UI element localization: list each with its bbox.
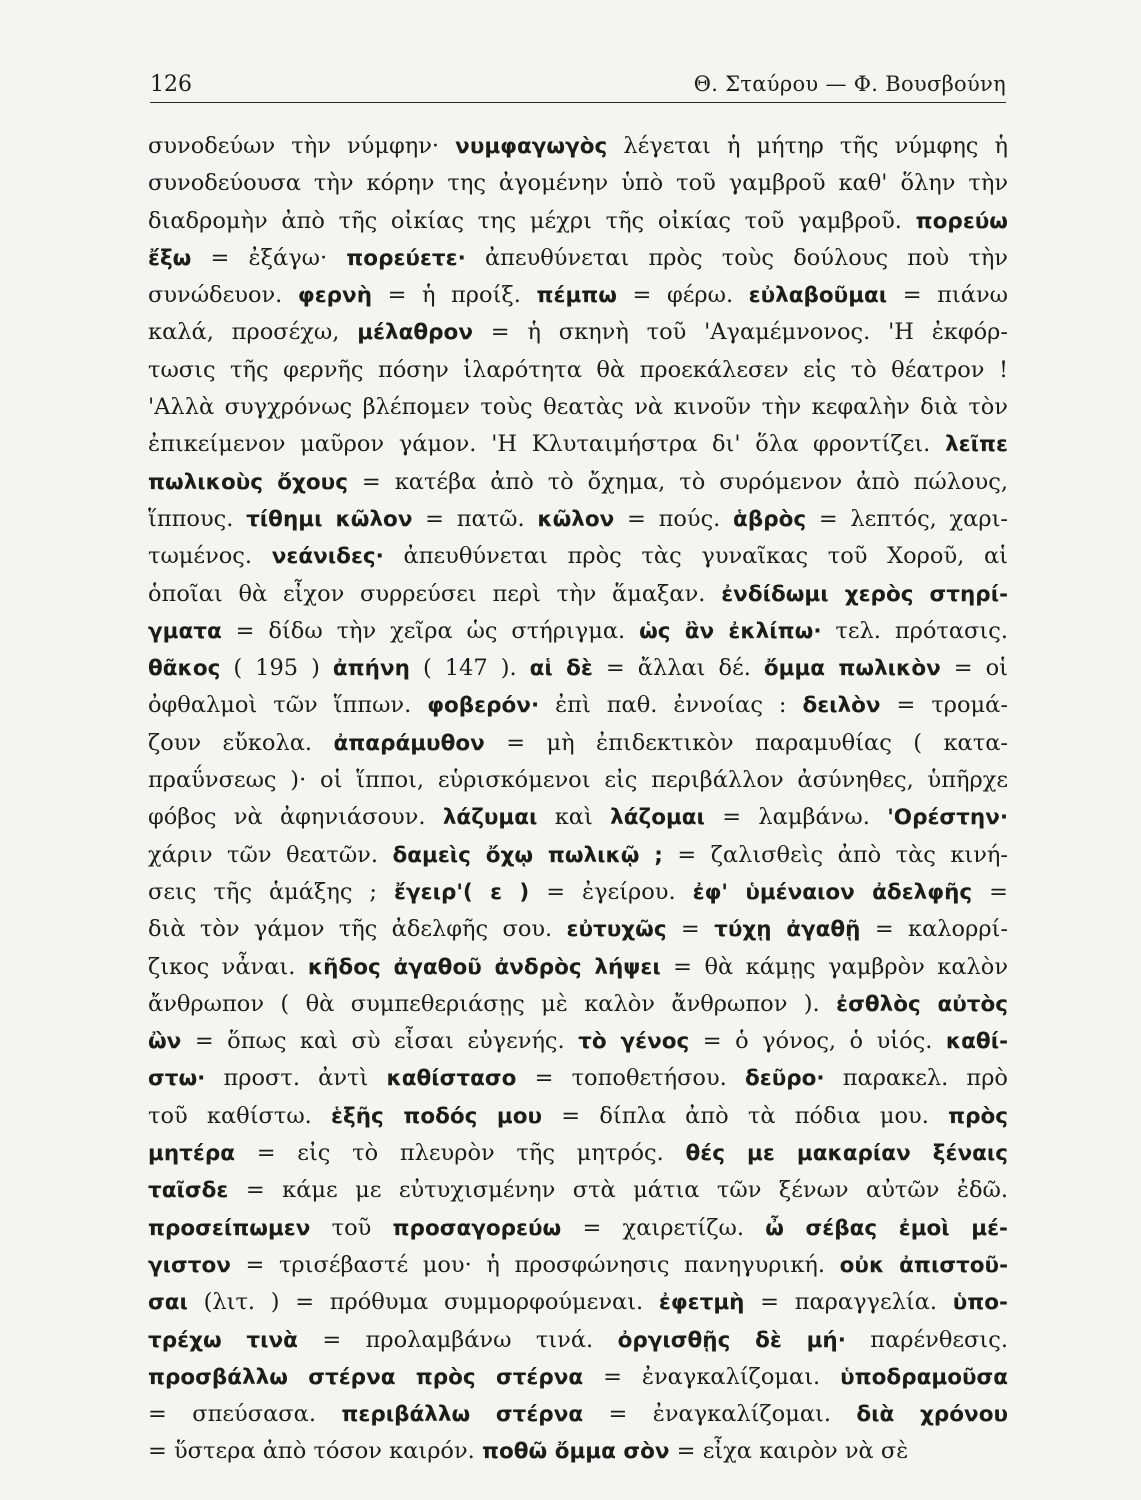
text-line [148, 1359, 1008, 1396]
text-line [148, 837, 1008, 874]
gloss-text: = εἰς τὸ πλευρὸν τῆς μητρός. [234, 1140, 686, 1167]
gloss-text: = [972, 878, 1008, 905]
headword: φερνὴ [297, 283, 373, 309]
gloss-text: ζουν εὔκολα. [148, 729, 334, 756]
page-header [150, 66, 1006, 103]
headword: ἔγειρ'( ε ) [394, 879, 530, 905]
text-line [148, 165, 1008, 202]
headword: γιστον [148, 1252, 231, 1278]
headword: οὐκ ἀπιστοῦ- [839, 1252, 1008, 1278]
gloss-text: = λαμβάνω. [704, 804, 888, 831]
gloss-text: παρακελ. πρὸ [824, 1065, 1008, 1092]
gloss-text: = καλορρί- [860, 916, 1008, 943]
gloss-text: ζικος νἆναι. [148, 953, 308, 980]
gloss-text: παρένθεσις. [845, 1326, 1008, 1353]
headword: μητέρα [148, 1141, 235, 1167]
gloss-text: = ἐξάγω· [191, 244, 347, 271]
gloss-text: τωσις τῆς φερνῆς πόσην ἱλαρότητα θὰ προεκάλεσεν εἰς τὸ θέατρον ! [148, 356, 1008, 383]
gloss-text: = κάμε με εὐτυχισμένην στὰ μάτια τῶν ξένων αὐτῶν ἐδῶ. [228, 1177, 1008, 1204]
headword: 'Ορέστην· [887, 805, 1009, 831]
headword: ἁβρὸς [733, 506, 807, 532]
headword: δειλὸν [802, 693, 881, 719]
gloss-text: τοῦ καθίστω. [148, 1102, 332, 1129]
gloss-text: τωμένος. [148, 543, 272, 570]
gloss-text: = θὰ κάμῃς γαμβρὸν καλὸν [660, 953, 1008, 980]
headword: δεῦρο· [744, 1066, 825, 1092]
gloss-text: χάριν τῶν θεατῶν. [148, 841, 393, 868]
headword: διὰ χρόνου [856, 1402, 1008, 1428]
gloss-text: = ἄλλαι δέ. [592, 655, 764, 682]
gloss-text: ἄνθρωπον ( θὰ συμπεθεριάσῃς μὲ καλὸν ἄνθρωπον ). [148, 990, 837, 1017]
text-line [148, 613, 1008, 650]
gloss-text: = μὴ ἐπιδεκτικὸν παραμυθίας ( κατα- [484, 729, 1008, 756]
gloss-text: = φέρω. [617, 282, 749, 309]
gloss-text: συνοδεύων τὴν νύμφην· [148, 133, 456, 159]
text-line [148, 1433, 1008, 1470]
text-line [148, 1135, 1008, 1172]
text-line [148, 1396, 1008, 1433]
gloss-text: = σπεύσασα. [148, 1401, 342, 1428]
gloss-text: 'Αλλὰ συγχρόνως βλέπομεν τοὺς θεατὰς νὰ κινοῦν τὴν κεφαλὴν διὰ τὸν [148, 394, 1008, 421]
headword: γματα [148, 618, 222, 644]
headword: κῆδος ἀγαθοῦ ἀνδρὸς λήψει [307, 954, 661, 980]
gloss-text: διαδρομὴν ἀπὸ τῆς οἰκίας της μέχρι τῆς οἰκίας τοῦ γαμβροῦ. [148, 207, 916, 234]
gloss-text: = δίδω τὴν χεῖρα ὡς στήριγμα. [221, 617, 640, 644]
headword: ὑπο- [952, 1290, 1008, 1316]
gloss-text: (λιτ. ) = πρόθυμα συμμορφούμεναι. [187, 1289, 659, 1316]
gloss-text: = λεπτός, χαρι- [806, 505, 1008, 532]
headword: προσείπωμεν [148, 1215, 311, 1241]
headword: μέλαθρον [357, 320, 473, 346]
headword: δαμεὶς ὄχῳ πωλικῷ ; [392, 842, 663, 868]
headword: τρέχω τινὰ [148, 1327, 298, 1353]
body-text [148, 128, 1008, 1471]
text-line [148, 949, 1008, 986]
text-line [148, 986, 1008, 1023]
gloss-text: λέγεται ἡ μήτηρ τῆς νύμφης ἡ [607, 133, 1008, 159]
gloss-text: ἀπευθύνεται πρὸς τὰς γυναῖκας τοῦ Χοροῦ, αἱ [383, 543, 1008, 570]
headword: πρὸς [948, 1103, 1009, 1129]
headword: αἱ δὲ [529, 656, 593, 682]
headword: ἀπήνη [332, 656, 410, 682]
gloss-text: = ὁ γόνος, ὁ υἱός. [689, 1028, 946, 1055]
headword: θές με μακαρίαν ξέναις [685, 1141, 1008, 1167]
text-line [148, 1322, 1008, 1359]
gloss-text: = προλαμβάνω τινά. [297, 1326, 618, 1353]
text-line [148, 464, 1008, 501]
gloss-text: = πατῶ. [412, 505, 538, 532]
gloss-text: ὀφθαλμοὶ τῶν ἵππων. [148, 692, 428, 719]
text-line [148, 650, 1008, 687]
headword: ὑποδραμοῦσα [840, 1364, 1008, 1390]
headword: ἐφετμὴ [658, 1290, 745, 1316]
headword: περιβάλλω στέρνα [341, 1402, 584, 1428]
headword: πορεύω [915, 208, 1008, 234]
headword: λάζομαι [610, 805, 705, 831]
gloss-text: συνώδευον. [148, 282, 298, 309]
headword: θᾶκος [148, 656, 221, 682]
gloss-text: τοῦ [310, 1214, 393, 1241]
gloss-text: = πιάνω [887, 282, 1008, 309]
gloss-text: = πούς. [614, 505, 734, 532]
headword: εὐτυχῶς [566, 917, 667, 943]
text-line [148, 501, 1008, 538]
headword: ὡς ἂν ἐκλίπω· [639, 618, 822, 644]
gloss-text: = ὕστερα ἀπὸ τόσον καιρόν. [148, 1438, 482, 1465]
headword: καθίστασο [386, 1066, 517, 1092]
headword: καθί- [945, 1029, 1008, 1055]
gloss-text: = τοποθετήσου. [516, 1065, 745, 1092]
headword: ἔξω [148, 245, 192, 271]
gloss-text: = ἐναγκαλίζομαι. [583, 1363, 841, 1390]
gloss-text: συνοδεύουσα τὴν κόρην της ἀγομένην ὑπὸ τοῦ γαμβροῦ καθ' ὅλην τὴν [148, 170, 1008, 197]
gloss-text: = κατέβα ἀπὸ τὸ ὄχημα, τὸ συρόμενον ἀπὸ πώλους, [347, 468, 1008, 495]
gloss-text: ὁποῖαι θὰ εἶχον συρρεύσει περὶ τὴν ἅμαξαν. [148, 580, 722, 607]
headword: πορεύετε· [346, 245, 466, 271]
text-line [148, 799, 1008, 836]
gloss-text: ἐπικείμενον μαῦρον γάμον. 'Η Κλυταιμήστρα δι' ὅλα φροντίζει. [148, 431, 946, 458]
text-line [148, 1098, 1008, 1135]
text-line [148, 203, 1008, 240]
text-line [148, 1172, 1008, 1209]
text-line [148, 128, 1008, 165]
text-line [148, 725, 1008, 762]
gloss-text: προστ. ἀντὶ [205, 1065, 387, 1092]
page-number: 126 [150, 72, 192, 97]
gloss-text: καλά, προσέχω, [148, 319, 358, 346]
text-line [148, 1247, 1008, 1284]
gloss-text: = ὅπως καὶ σὺ εἶσαι εὐγενής. [181, 1028, 579, 1055]
text-line [148, 1284, 1008, 1321]
text-line [148, 1023, 1008, 1060]
gloss-text: = [666, 916, 715, 943]
gloss-text: φόβος νὰ ἀφηνιάσουν. [148, 804, 443, 831]
headword: λεῖπε [945, 432, 1008, 458]
headword: τὸ γένος [578, 1029, 690, 1055]
running-head: Θ. Σταύρου — Φ. Βουσβούνη [693, 72, 1006, 96]
gloss-text: = ζαλισθεὶς ἀπὸ τὰς κινή- [662, 841, 1008, 868]
text-line [148, 1060, 1008, 1097]
gloss-text: = τρισέβαστέ μου· ἡ προσφώνησις πανηγυρική. [230, 1251, 840, 1278]
headword: νυμφαγωγὸς [455, 134, 608, 159]
headword: ὄμμα πωλικὸν [763, 656, 941, 682]
headword: ὀργισθῇς δὲ μή· [617, 1327, 846, 1353]
gloss-text: ἀπευθύνεται πρὸς τοὺς δούλους ποὺ τὴν [465, 244, 1008, 271]
gloss-text: ( 195 ) [220, 655, 333, 682]
headword: ἑξῆς ποδός μου [331, 1103, 543, 1129]
headword: ὢν [148, 1029, 182, 1055]
gloss-text: διὰ τὸν γάμον τῆς ἀδελφῆς σου. [148, 916, 567, 943]
headword: σαι [148, 1290, 188, 1316]
gloss-text: = οἱ [940, 655, 1009, 682]
headword: προσβάλλω στέρνα πρὸς στέρνα [148, 1364, 584, 1390]
gloss-text: = δίπλα ἀπὸ τὰ πόδια μου. [542, 1102, 949, 1129]
headword: ὦ σέβας ἐμοὶ μέ- [765, 1215, 1008, 1241]
gloss-text: ἐπὶ παθ. ἐννοίας : [539, 692, 803, 719]
headword: φοβερόν· [427, 693, 540, 719]
gloss-text: καὶ [537, 804, 611, 831]
headword: ἐνδίδωμι χερὸς στηρί- [721, 581, 1008, 607]
text-line [148, 389, 1008, 426]
gloss-text: = χαιρετίζω. [561, 1214, 766, 1241]
headword: ἀπαράμυθον [333, 730, 485, 756]
headword: εὐλαβοῦμαι [748, 283, 888, 309]
headword: νεάνιδες· [271, 544, 384, 570]
headword: πέμπω [536, 283, 617, 309]
gloss-text: = ἡ προίξ. [372, 282, 537, 309]
headword: τύχῃ ἀγαθῇ [714, 917, 861, 943]
gloss-text: = εἶχα καιρὸν νὰ σὲ [669, 1438, 909, 1465]
text-line [148, 352, 1008, 389]
headword: ἐφ' ὑμέναιον ἀδελφῆς [692, 879, 973, 905]
headword: ποθῶ ὄμμα σὸν [481, 1439, 670, 1465]
text-line [148, 538, 1008, 575]
gloss-text: σεις τῆς ἁμάξης ; [148, 878, 394, 905]
text-line [148, 1210, 1008, 1247]
gloss-text: = ἐγείρου. [529, 878, 693, 905]
gloss-text: = παραγγελία. [744, 1289, 953, 1316]
headword: τίθημι κῶλον [246, 506, 413, 532]
gloss-text: = ἐναγκαλίζομαι. [583, 1401, 857, 1428]
gloss-text: πραΰνσεως )· οἱ ἵπποι, εὑρισκόμενοι εἰς περιβάλλον ἀσύνηθες, ὑπῆρχε [148, 767, 1008, 794]
headword: ταῖσδε [148, 1178, 229, 1204]
gloss-text: τελ. πρότασις. [821, 617, 1008, 644]
text-line [148, 240, 1008, 277]
text-line [148, 576, 1008, 613]
headword: ἐσθλὸς αὐτὸς [836, 991, 1008, 1017]
headword: πωλικοὺς ὄχους [148, 469, 348, 495]
text-line [148, 911, 1008, 948]
gloss-text: ἵππους. [148, 505, 247, 532]
text-line [148, 277, 1008, 314]
text-line [148, 687, 1008, 724]
gloss-text: ( 147 ). [409, 655, 530, 682]
text-line [148, 314, 1008, 351]
text-line [148, 762, 1008, 799]
text-line [148, 874, 1008, 911]
text-line [148, 426, 1008, 463]
gloss-text: = τρομά- [880, 692, 1008, 719]
headword: προσαγορεύω [392, 1215, 562, 1241]
headword: στω· [148, 1066, 206, 1092]
headword: λάζυμαι [442, 805, 538, 831]
headword: κῶλον [537, 506, 615, 532]
gloss-text: = ἡ σκηνὴ τοῦ 'Αγαμέμνονος. 'Η ἐκφόρ- [472, 319, 1008, 346]
